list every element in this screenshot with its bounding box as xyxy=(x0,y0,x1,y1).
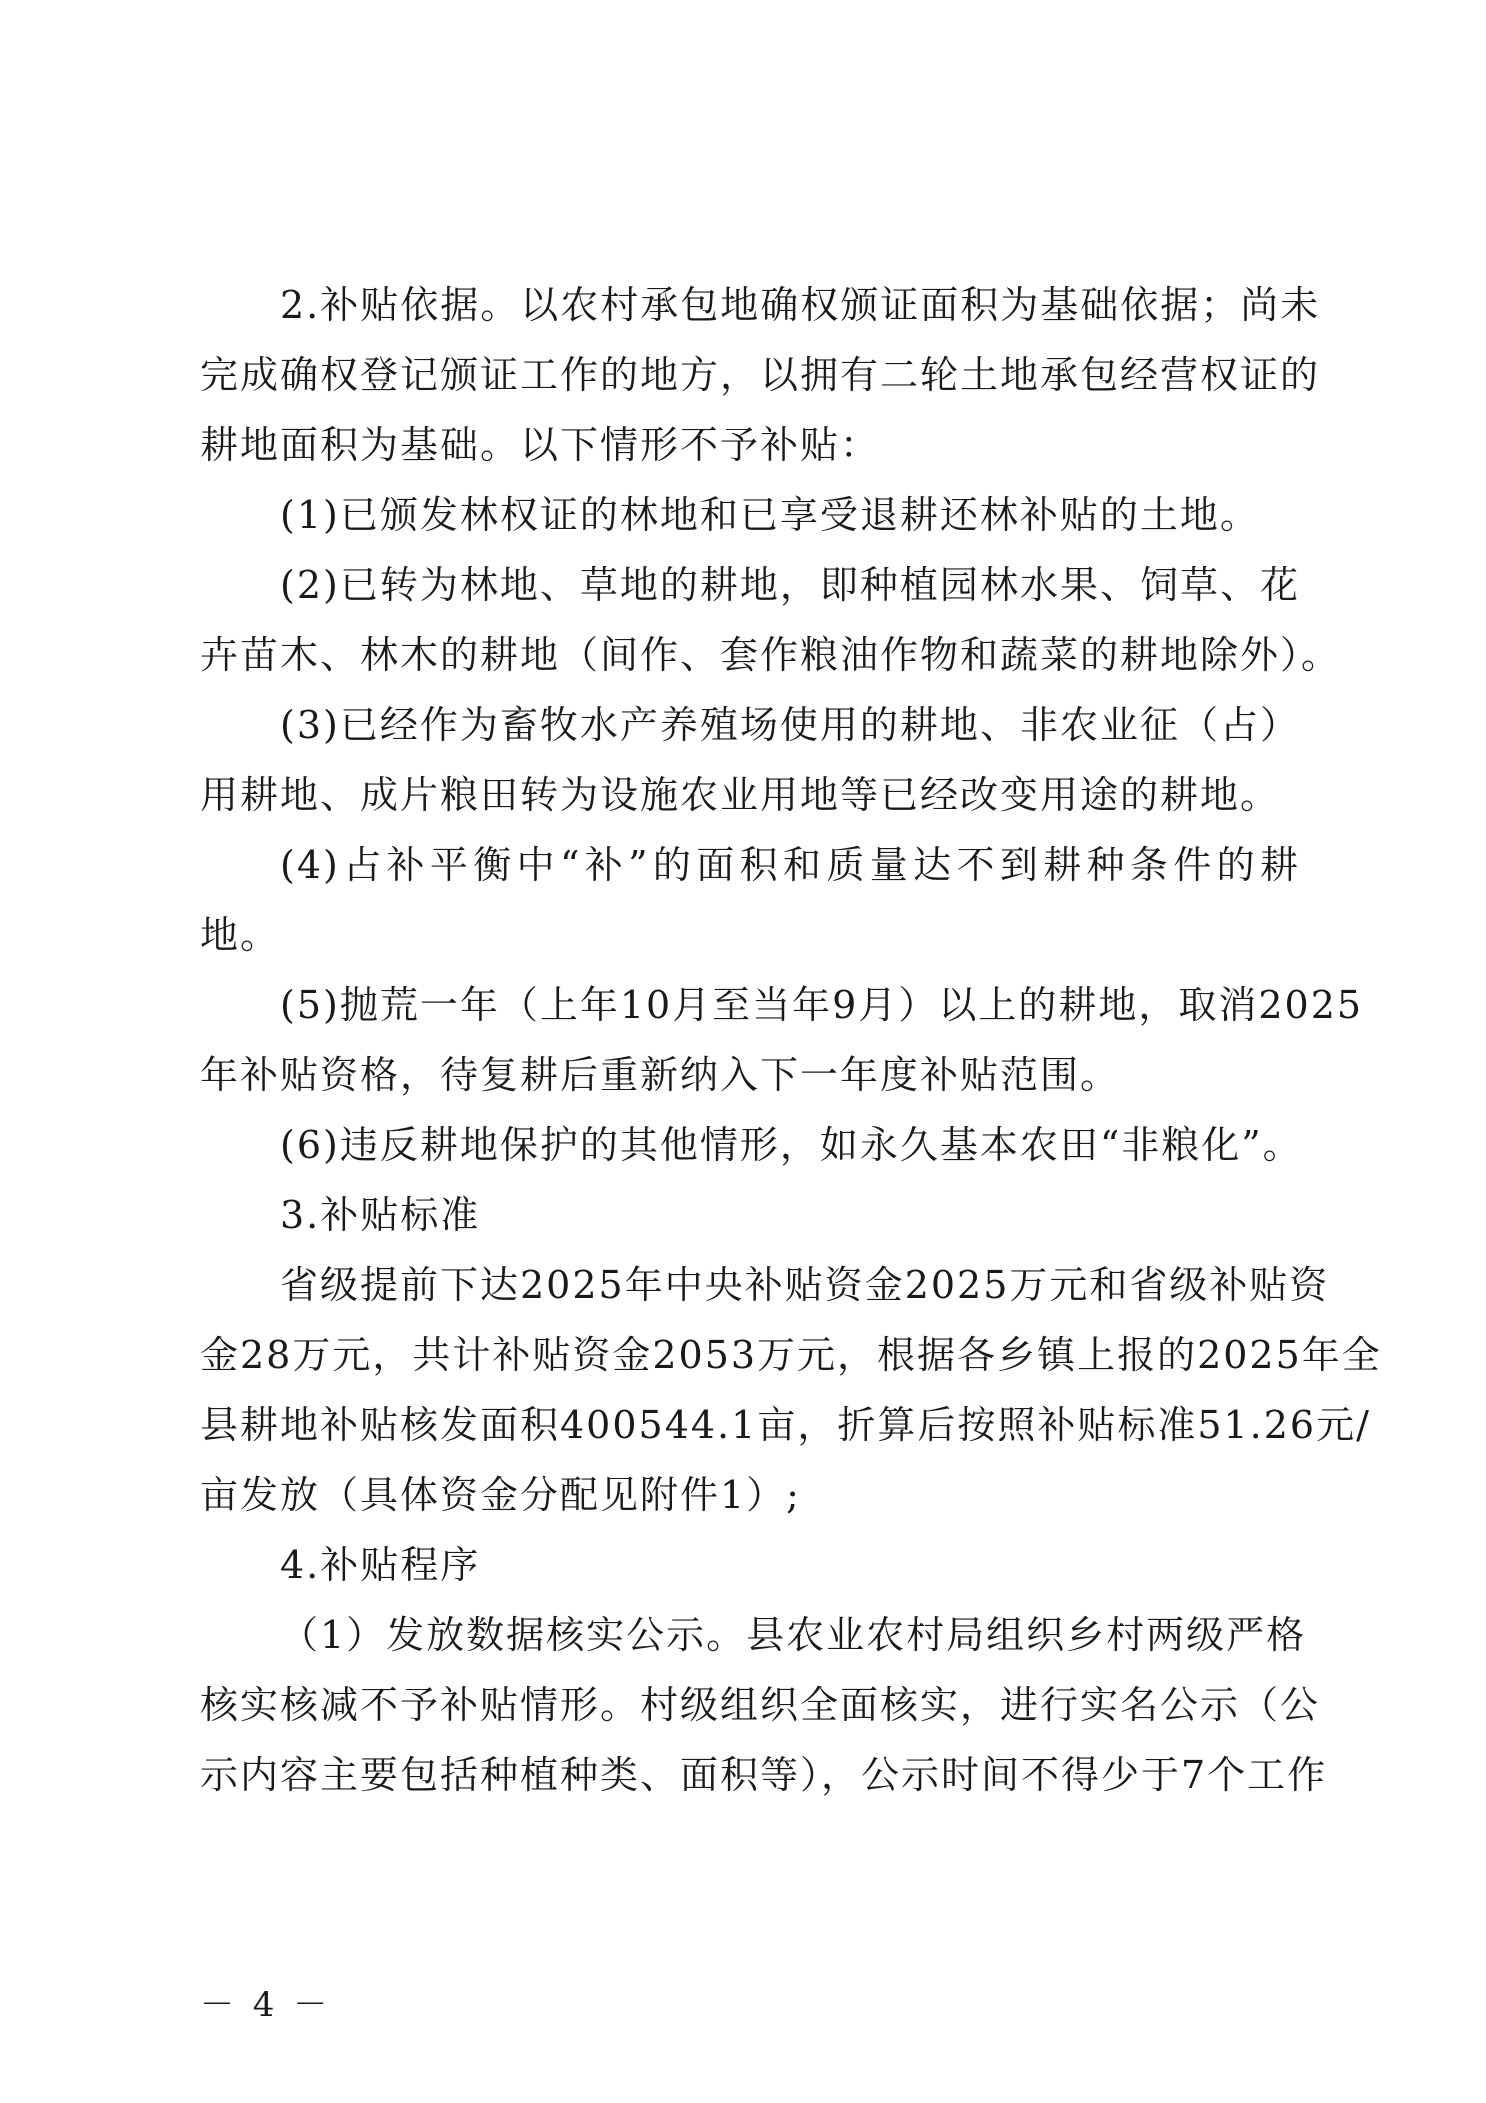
page-number: － 4 － xyxy=(200,1985,332,2025)
paragraph-line: (6)违反耕地保护的其他情形，如永久基本农田“非粮化”。 xyxy=(280,1123,1303,1167)
paragraph-line: (4)占补平衡中“补”的面积和质量达不到耕种条件的耕 xyxy=(280,843,1300,887)
paragraph-line: 核实核减不予补贴情形。村级组织全面核实，进行实名公示（公 xyxy=(200,1683,1321,1727)
paragraph-line: 2.补贴依据。以农村承包地确权颁证面积为基础依据；尚未 xyxy=(280,283,1321,327)
paragraph-line: (1)已颁发林权证的林地和已享受退耕还林补贴的土地。 xyxy=(280,493,1260,537)
paragraph-line: 县耕地补贴核发面积400544.1亩，折算后按照补贴标准51.26元/ xyxy=(200,1403,1371,1447)
paragraph-line: (2)已转为林地、草地的耕地，即种植园林水果、饲草、花 xyxy=(280,563,1300,607)
paragraph-line: 亩发放（具体资金分配见附件1）; xyxy=(200,1473,801,1517)
paragraph-line: 年补贴资格，待复耕后重新纳入下一年度补贴范围。 xyxy=(200,1053,1121,1097)
paragraph-line: 耕地面积为基础。以下情形不予补贴： xyxy=(200,423,881,467)
paragraph-line: 金28万元，共计补贴资金2053万元，根据各乡镇上报的2025年全 xyxy=(200,1333,1382,1377)
paragraph-line: 用耕地、成片粮田转为设施农业用地等已经改变用途的耕地。 xyxy=(200,773,1281,817)
paragraph-line: 地。 xyxy=(200,913,281,957)
section-heading: 3.补贴标准 xyxy=(280,1193,481,1237)
section-heading: 4.补贴程序 xyxy=(280,1543,481,1587)
document-body xyxy=(200,270,1382,1810)
paragraph-line: 示内容主要包括种植种类、面积等），公示时间不得少于7个工作 xyxy=(200,1753,1328,1797)
paragraph-line: （1）发放数据核实公示。县农业农村局组织乡村两级严格 xyxy=(280,1613,1307,1657)
paragraph-line: (3)已经作为畜牧水产养殖场使用的耕地、非农业征（占） xyxy=(280,703,1300,747)
paragraph-line: (5)抛荒一年（上年10月至当年9月）以上的耕地，取消2025 xyxy=(280,983,1364,1027)
paragraph-line: 完成确权登记颁证工作的地方，以拥有二轮土地承包经营权证的 xyxy=(200,353,1321,397)
paragraph-line: 省级提前下达2025年中央补贴资金2025万元和省级补贴资 xyxy=(280,1263,1330,1307)
paragraph-line: 卉苗木、林木的耕地（间作、套作粮油作物和蔬菜的耕地除外）。 xyxy=(200,633,1342,677)
